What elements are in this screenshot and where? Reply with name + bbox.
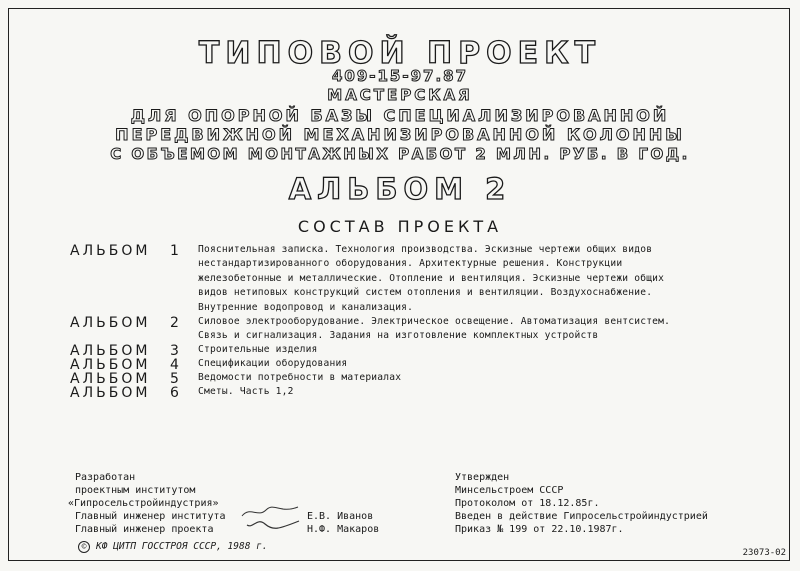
project-signature <box>245 515 301 531</box>
album-description-line: Внутренние водопровод и канализация. <box>198 301 414 313</box>
album-label: АЛЬБОМ <box>70 315 151 331</box>
album-heading: АЛЬБОМ 2 <box>288 172 512 206</box>
album-description-line: Ведомости потребности в материалах <box>198 372 402 383</box>
album-description-line: Спецификации оборудования <box>198 358 348 369</box>
album-item <box>70 243 750 315</box>
developed-line-2: проектным институтом <box>75 485 196 496</box>
album-item <box>70 371 750 385</box>
chief-engineer-project-label: Главный инженер проекта <box>75 524 214 535</box>
album-description-line: Строительные изделия <box>198 344 318 355</box>
album-number: 2 <box>170 315 179 331</box>
copyright-icon: © <box>78 541 90 553</box>
album-number: 5 <box>170 371 179 387</box>
album-label: АЛЬБОМ <box>70 243 151 259</box>
album-description <box>198 315 750 344</box>
album-item <box>70 315 750 343</box>
project-name-line-3: ПЕРЕДВИЖНОЙ МЕХАНИЗИРОВАННОЙ КОЛОННЫ <box>115 125 685 144</box>
album-label: АЛЬБОМ <box>70 343 151 359</box>
chief-engineer-institute-label: Главный инженер института <box>75 511 226 522</box>
album-item <box>70 385 750 399</box>
album-item <box>70 343 750 357</box>
approved-line-5: Приказ № 199 от 22.10.1987г. <box>455 524 624 535</box>
project-name-line-1: МАСТЕРСКАЯ <box>327 86 473 104</box>
album-description-line: Сметы. Часть 1,2 <box>198 386 294 397</box>
album-label: АЛЬБОМ <box>70 385 151 401</box>
album-description-line: Пояснительная записка. Технология производства. Эскизные чертежи общих видов <box>198 244 653 255</box>
album-number: 4 <box>170 357 179 373</box>
sheet-number: 23073-02 <box>742 548 786 558</box>
album-description <box>198 343 750 357</box>
album-label: АЛЬБОМ <box>70 371 151 387</box>
project-name-line-2: ДЛЯ ОПОРНОЙ БАЗЫ СПЕЦИАЛИЗИРОВАННОЙ <box>130 106 670 125</box>
approved-line-3: Протоколом от 18.12.85г. <box>455 498 600 509</box>
album-description-line: видов нетиповых конструкций систем отопления и вентиляции. Воздухоснабжение. <box>198 287 653 299</box>
approved-line-1: Утвержден <box>455 472 510 483</box>
developed-line-1: Разработан <box>75 472 136 483</box>
chief-engineer-institute-name: Е.В. Иванов <box>307 511 374 522</box>
composition-heading: СОСТАВ ПРОЕКТА <box>297 217 503 236</box>
album-description <box>198 357 750 371</box>
chief-engineer-project-name: Н.Ф. Макаров <box>307 524 380 535</box>
album-description-line: Силовое электрооборудование. Электрическое освещение. Автоматизация вентсистем. <box>198 316 671 327</box>
developed-line-3: «Гипросельстройиндустрия» <box>68 498 219 509</box>
album-number: 1 <box>170 243 179 259</box>
copyright-text: КФ ЦИТП ГОССТРОЯ СССР, 1988 г. <box>96 541 268 552</box>
album-description <box>198 385 750 399</box>
album-description <box>198 371 750 385</box>
album-description-line: железобетонные и металлические. Отопление и вентиляция. Эскизные чертежи общих <box>198 272 665 284</box>
album-number: 6 <box>170 385 179 401</box>
approved-line-4: Введен в действие Гипросельстройиндустрией <box>455 511 708 522</box>
copyright <box>78 540 268 553</box>
project-name-line-4: С ОБЪЕМОМ МОНТАЖНЫХ РАБОТ 2 МЛН. РУБ. В ГОД. <box>110 145 690 163</box>
album-description <box>198 243 750 315</box>
project-code: 409-15-97.87 <box>331 67 469 85</box>
project-title: ТИПОВОЙ ПРОЕКТ <box>198 36 602 71</box>
album-description-line: Связь и сигнализация. Задания на изготовление комплектных устройств <box>198 330 599 342</box>
album-number: 3 <box>170 343 179 359</box>
album-label: АЛЬБОМ <box>70 357 151 373</box>
album-description-line: нестандартизированного оборудования. Архитектурные решения. Конструкции <box>198 258 623 270</box>
album-item <box>70 357 750 371</box>
album-list <box>70 243 750 399</box>
approved-line-2: Минсельстроем СССР <box>455 485 564 496</box>
